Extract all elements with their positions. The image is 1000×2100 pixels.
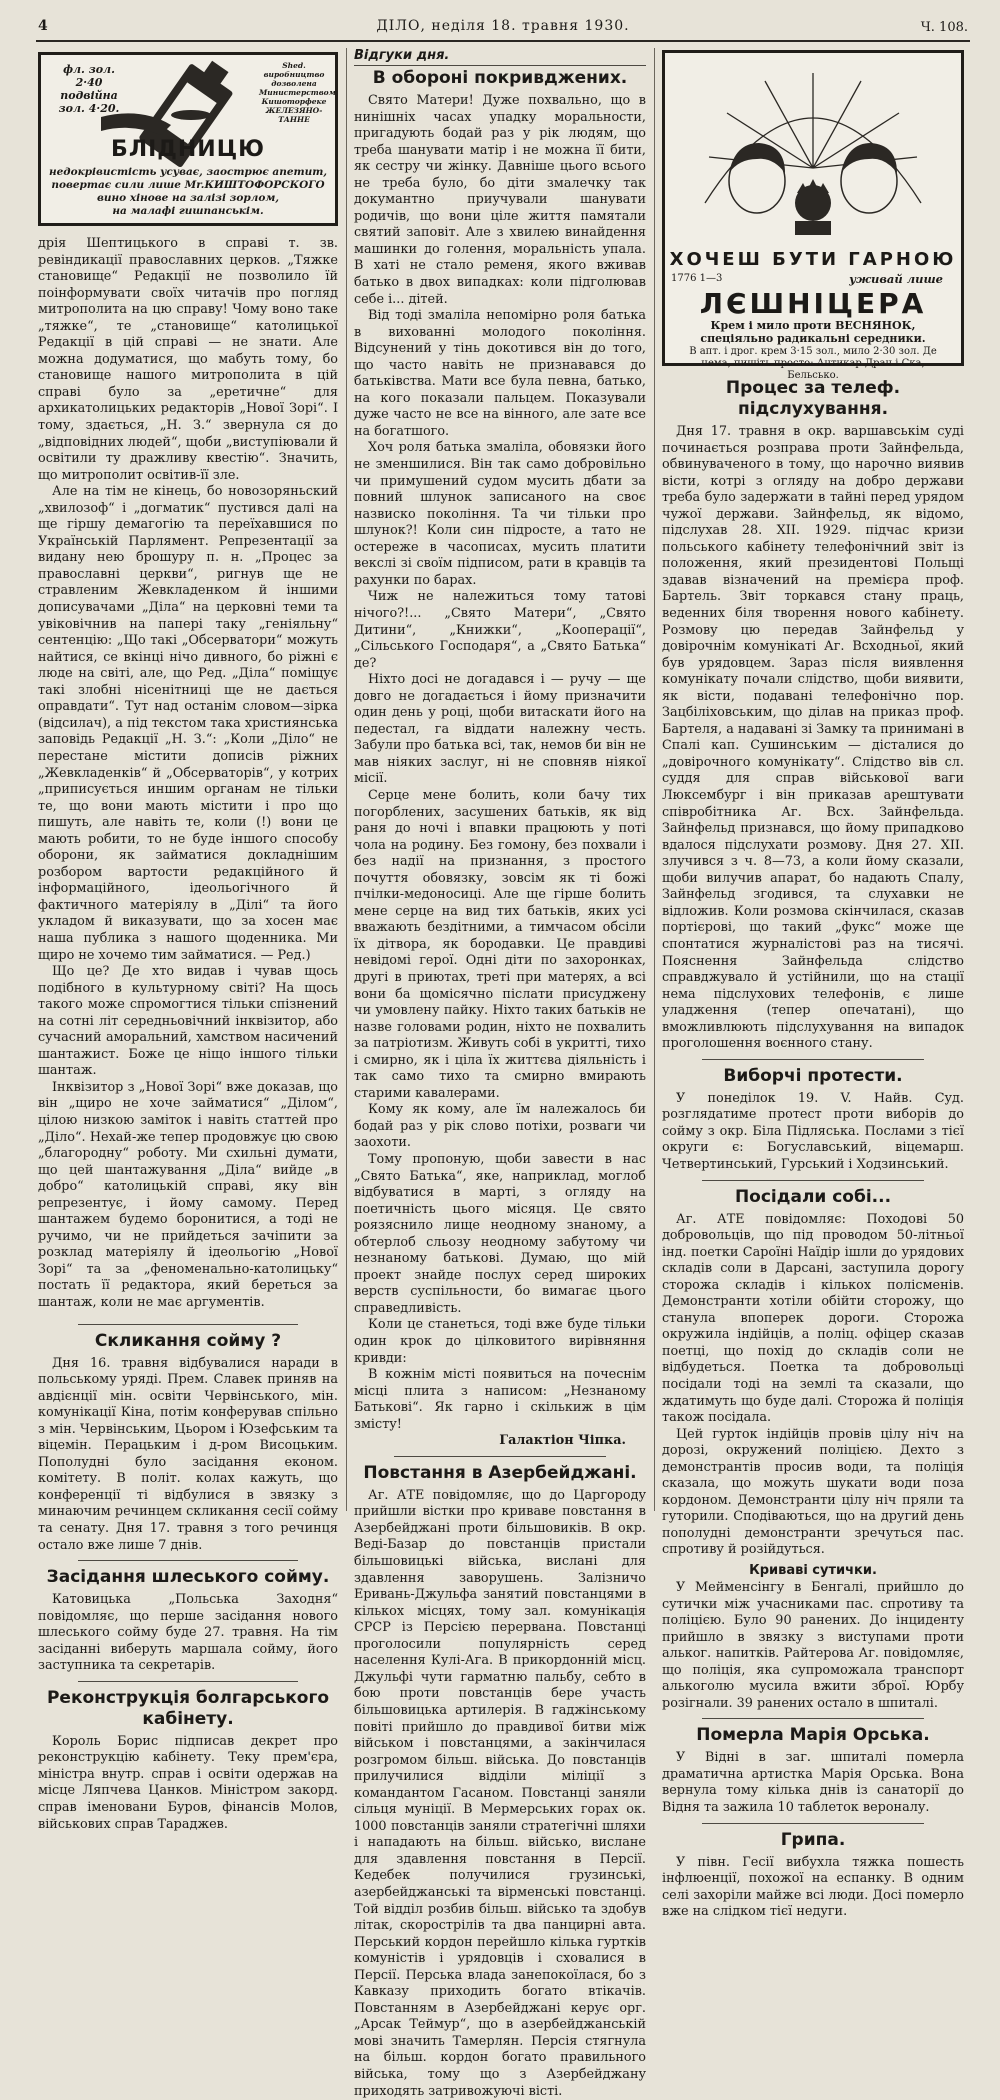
article-paragraph: Дня 16. травня відбувалися наради в польському уряді. Прем. Славек приняв на авдієнції мін. освіти Червінського, мін. комунікації Кіна, потім конферував спільно з мін. Червінським, Цьором і Юзефським та віцемін. Перацьким і д-ром Висоцьким. Пополудні було засідання економ. комітету. В політ. колах кажуть, що конференції ті відбулися в звязку з минаючим речинцем скликання сесії сойму та сенату. Дня 17. травня з того речинця остало вже лише 7 днів. — [38, 1355, 338, 1553]
ad-line-2: повертає сили лише Мr.КИШТОФОРСКОГО — [51, 179, 325, 191]
ad-use-only: уживай лише — [849, 272, 943, 286]
ad-line-4: на малафі гишпанськім. — [112, 205, 264, 217]
article-paragraph: Цей гурток індійців провів цілу ніч на дорозі, окружений поліцією. Дехто з демонстрантів просив води, та поліція сказала, що можуть шукати води поза кордоном. Демонстранти цілу ніч пряли та гуторили. Сподіваються, що на другий день пополудні демонстранти зречуться пас. спротиву й розійдуться. — [662, 1426, 964, 1558]
column-1 — [38, 48, 338, 1832]
article-signature: Галактіон Чіпка. — [499, 1433, 626, 1449]
separator — [702, 1718, 924, 1719]
ad-line-1: недокрівистість усуває, заострює апетит, — [48, 166, 328, 178]
masthead-rule — [36, 40, 970, 42]
article-paragraph: У понеділок 19. V. Найв. Суд. розглядатиме протест проти виборів до сойму з окр. Біла Підляська. Послами з тієї округи є: Богуславський, віцемарш. Четвертинський, Гурський і Ходзинський. — [662, 1090, 964, 1172]
headline-mothers: В обороні покривджених. — [372, 68, 628, 88]
article-paragraph: Чиж не належиться тому татові нічого?!... „Свято Матери“, „Свято Дитини“, „Книжки“, „Кооперації“, „Сільського Господаря“, а „Свято Батька“ де? — [354, 589, 646, 671]
article-paragraph: Аг. АТЕ повідомляє: Походові 50 добровольців, що під проводом 50-літньої інд. поетки Сароїні Наїдір ішли до урядових складів соли в Дарсані, заступила дорогу сторожа складів і кількох полісменів. Демонстранти хотіли обійти сторожу, що станула впоперек дороги. Сторожа окружила індійців, а поліц. офіцер сказав поетці, що похід до складів соли не відбудеться. Поетка та добровольці посідали тоді на землі та сказали, що ждатимуть що буде далі. Сторожа й поліція також посідала. — [662, 1211, 964, 1426]
article-paragraph: Катовицька „Польська Заходня“ повідомляє, що перше засідання нового шлеського сойму буде 27. травня. На тім засіданні виберуть маршала сойму, його заступника та секретарів. — [38, 1592, 338, 1674]
sunburst-faces-illustration — [665, 53, 961, 243]
article-paragraph: Король Борис підписав декрет про реконструкцію кабінету. Теку прем'єра, міністра внутр. справ і освіти одержав на місце Ляпчева Цанков. Міністром закорд. справ іменовани Буров, фінансів Молов, військових справ Тараджев. — [38, 1733, 338, 1832]
article-paragraph: Хоч роля батька змаліла, обовязки його не зменшилися. Він так само добровільно чи примушений судом мусить дбати за повний шлунок записаного на своє назвиско покоління. Та чи тільки про шлунок?! Коли син підросте, а тато не остереже в часописах, мусить платити векслі зі своїм підписом, рати в кравців та рахунки по барах. — [354, 440, 646, 588]
separator — [702, 1059, 924, 1060]
separator — [78, 1560, 298, 1561]
headline-flu: Грипа. — [780, 1829, 846, 1850]
article-paragraph: Серце мене болить, коли бачу тих погорблених, засушених батьків, як від раня до ночі і впавки працюють у поті чола на родину. Без гомону, без похвали і без надії на признання, з простого почуття обовязку, зовсім як ті божі пчілки-медоносиці. Але ще гірше болить мене серце на вид тих батьків, яких усі вважають бездітними, а тимчасом обсіли їх дітвора, як бородавки. Це правдиві невідомі герої. Одні діти по захоронках, другі в приютах, треті при матерях, а всі вони ба щомісячно післати присуджену чи умовлену пайку. Ніхто таких батьків не назве головами родин, ніхто не похвалить за патріотизм. Живуть собі в укритті, тихо і смирно, як і ціла їх життєва діяльність і так само тихо та смирно вмирають старими кавалерами. — [354, 787, 646, 1101]
ad-price: фл. зол. 2·40 подвійна зол. 4·20. — [58, 63, 120, 115]
separator — [394, 1456, 606, 1457]
article-paragraph: Коли це станеться, тоді вже буде тільки один крок до цілковитого вирівняння кривди: — [354, 1317, 646, 1366]
column-3 — [662, 48, 964, 1920]
ad-side-text: Shed. виробництво дозволена Министерством Кишоторфеке ЖЕЛЕЗЯНО-ТАННЕ — [259, 61, 336, 124]
article-paragraph: В кожнім місті появиться на почеснім місці плита з написом: „Незнаному Батькові“. Як гарно і скількиж в цім змісту! — [354, 1367, 646, 1432]
article-paragraph: Аг. АТЕ повідомляє, що до Царгороду прийшли вістки про криваве повстання в Азербейджані проти більшовиків. В окр. Веді-Базар до повстанців пристали більшовицькі війська, вислані для здавлення заворушень. Залізничо Еривань-Джульфа занятий повстанцями в кількох місцях, тому зал. комунікація СРСР із Персією перервана. Повстанці проголосили популярність серед населення Кулі-Ага. В прикордонній місц. Джульфі чути гарматню пальбу, себто в бою проти повстанців бере участь більшовицька артилерія. В гаджінському повіті прийшло до правдивої битви між військом і повстанцями, а закінчилася розгромом більш. війська. До повстанців прилучилися відділи міліції з командантом Гасаном. Повстанці заняли сільця муніції. В Мермерських горах ок. 1000 повстанців заняли стратегічні шляхи і нападають на більш. військо, вислане для здавлення повстання в Персії. Кедебек получилися грузинські, азербейджанські та вірменські повстанці. Той відділ розбив більш. військо та здобув літак, скорострілів та два панцирні авта. Перський кордон перейшло кілька гуртків комуністів і урядовців і сховалися в Персії. Перська влада занепокоїлася, бо з Кавказу приходить богато втікачів. Повстанням в Азербейджані керує орг. „Арсак Теймур“, що в азербейджанській мові значить Тамерлян. Персія стягнула на більш. кордон богато правильного війська, тому що з Азербейджану приходять затривожуючі вісті. — [354, 1487, 646, 2099]
article-paragraph: Кому як кому, але їм належалось би бодай раз у рік слово потіхи, розваги чи заохоти. — [354, 1102, 646, 1151]
article-paragraph: У півн. Гесії вибухла тяжка пошесть інфлюенції, похожої на еспанку. В одним селі захоріли майже всі люди. Досі померло вже на слідком тієї недуги. — [662, 1854, 964, 1920]
headline-sat-down: Посідали собі... — [734, 1186, 892, 1207]
separator — [702, 1823, 924, 1824]
issue-number: Ч. 108. — [920, 20, 968, 35]
page-number: 4 — [38, 18, 48, 34]
headline-bulgaria: Реконструкція болгарського кабінету. — [46, 1687, 330, 1729]
separator — [354, 65, 646, 66]
article-paragraph: У Відні в заг. шпиталі померла драматична артистка Марія Орська. Вона вернула тому кілька днів із санаторії до Відня та зажила 10 таблеток вероналу. — [662, 1750, 964, 1816]
ad-code: 1776 1—3 — [671, 273, 723, 284]
cosmetics-advertisement — [662, 50, 964, 381]
column-divider — [654, 48, 655, 1511]
separator — [702, 1180, 924, 1181]
article-paragraph: дрія Шептицького в справі т. зв. ревіндикації православних церков. „Тяжке становище“ Редакції не позволило їй поінформувати своїх читачів про погляд митрополита на цю справу! Чому воно таке „тяжке“, те „становище“ католицької Редакції в цій справі — не знати. Але можна додуматися, що мабуть тому, бо становище нашого митрополита в цій справі було за „еретичне“ для архикатолицьких редакторів „Нової Зорі“. І тому, здається, „Н. З.“ звернула ся до „відповідних людей“, щоби „виступіювали й освітили ту дражливу квестію“. Значить, що митрополит освітив-її зле. — [38, 236, 338, 483]
ad-line-2: В апт. і дрог. крем 3·15 зол., мило 2·30 зол. Де нема, пишіть просто: Антикар Драч і Ска, Бельсько. — [689, 346, 937, 381]
ad-brand: ЛЄШНІЦЕРА — [699, 287, 927, 320]
subheadline-clashes: Криваві сутички. — [749, 1563, 877, 1578]
column-2 — [354, 48, 646, 2099]
article-paragraph: Тому пропоную, щоби завести в нас „Свято Батька“, яке, наприклад, моглоб відбуватися в марті, з огляду на поетичність цього місяця. Це свято роязяснило лище неодному знаному, а обтерлоб сльозу неодному забутому чи незнаному батькові. Думаю, що мій проект знайде послух серед широких верств суспільности, бо вимагає цього справедливість. — [354, 1152, 646, 1316]
separator — [78, 1681, 298, 1682]
ad-line-3: вино хінове на залізі зорлом, — [97, 192, 279, 204]
section-kicker: Відгуки дня. — [354, 48, 450, 63]
article-paragraph: Але на тім не кінець, бо новозоряньский „хвилозоф“ і „догматик“ пустився далі на ще гіршу демагогію та переїхавшися по Українській Парлямент. Репрезентації за видану нею брошуру п. н. „Процес за православні церкви“, ригнув ще не стравленим Жевкладенком й іншими дописувачами „Діла“ на церковні теми та увіковічнив на папері таку „геніяльну“ сентенцію: „Що такі „Обсерватори“ можуть найтися, се вкінці нічо дивного, бо ріжні є люде на світі, але, що Ред. „Діла“ поміщує такі злобні нісенітниці ще не дається оправдати“. Тут над останім словом—зірка (відсилач), а під текстом така християнська заповідь Редакції „Н. З.“: „Коли „Діло“ не перестане містити дописів ріжних „Жевкладенків“ й „Обсерваторів“, у котрих „приписується иншим органам не тільки те, що вони мають містити і про що пишуть, але навіть те, коли (!) вони це мають робити, то не буде іншого способу оборони, як займатися докладнішим розбором вартости редакційного й інформаційного, ідеольогічного й фактичного матеріялу в „Ділі“ та його укладом й виказувати, що за хосен має наша публика з нашого щоденника. Ми щиро не хочемо тим займатися. — Ред.) — [38, 484, 338, 963]
headline-silesia: Засідання шлеського сойму. — [46, 1567, 330, 1588]
article-paragraph: Від тоді змаліла непомірно роля батька в вихованні молодого покоління. Відсунений у тінь докотився він до того, що часто навіть не признавався до батьківства. Мати все була певна, батько, на кого показали пальцем. Показували дуже часто не все на вінного, але зате все на богатшого. — [354, 308, 646, 439]
tonic-wine-advertisement — [38, 52, 338, 226]
ad-headline: ХОЧЕШ БУТИ ГАРНОЮ — [669, 249, 957, 270]
headline-protests: Виборчі протести. — [723, 1065, 903, 1086]
ad-line-1: Крем і мило проти ВЕСНЯНОК, спеціяльно радикальні середники. — [700, 319, 926, 345]
article-paragraph: Що це? Де хто видав і чував щось подібного в культурному світі? На щось такого може спромогтися тільки спізнений на сотні літ середньовічний інквізитор, або сучасний аморальний, хамством насичений шантажист. Боже це ніщо іншого тільки шантаж. — [38, 964, 338, 1079]
masthead — [38, 18, 968, 40]
masthead-title: ДІЛО, неділя 18. травня 1930. — [376, 18, 630, 34]
headline-orska: Померла Марія Орська. — [696, 1725, 930, 1746]
article-paragraph: Дня 17. травня в окр. варшавськім суді починається розправа проти Зайнфельда, обвинуваченого в тому, що нарочно виявив вісти, котрі з огляду на добро держави треба було задержати в тайні перед урядом чужої держави. Зайнфельд, як відомо, підслухав 28. XII. 1929. підчас кризи польського кабінету телефонічний звіт із положення, який президентові Польщі здавав візначений на премієра проф. Бартель. Звіт торкався стану праць, веденних біля творення нового кабінету. Розмову цю передав Зайнфельд у довірочнім комунікаті Аг. Всходньої, який був урядовцем. Зараз після виявлення комунікату почали слідство, щоби виявити, як вісти, подавані телефонічно пор. Зацбіліховським, що ділав на приказ проф. Бартеля, а надавані зі Замку та принимані в Спалі кап. Сушинським — дісталися до „довірочного комунікату“. Слідство вів сл. суддя для справ військової ваги Люксембург і він приказав арештувати співробітника Аг. Всх. Зайнфельда. Зайнфельд признався, що йому припадково вдалося підслухати розмову. Дня 27. XII. злучився з ч. 8—73, а коли йому сказали, щоби вилучив апарат, бо надають Спалу, Зайнфельд згодився, та слухавки не відложив. Коли розмова скінчилася, сказав портієрові, що такий „фукс“ може ще спонтатися журналістові раз на тисячі. Пояснення Зайнфельда слідство справджувало й устійнили, що на стації нема підслухових телефонів, є лише уладження (тепер опечатані), що вможливлюють підслухування на випадок проголошення воєнного стану. — [662, 424, 964, 1052]
article-paragraph: Інквізитор з „Нової Зорі“ вже доказав, що він „щиро не хоче займатися“ „Ділом“, цілою низкою заміток і навіть статтей про „Діло“. Нехай-же тепер продовжує цю свою „благородну“ роботу. Ми схильні думати, що цей шантажування „Діла“ вийде „в добро“ католицькій справі, яку він репрезентує, і йому самому. Перед шантажем будемо боронитися, а тоді не ручимо, чи не прийдеться зачіпити за розклад матеріялу й ідеольогію „Нової Зорі“ та за „феноменально-католицьку“ постать її редактора, який береться за шантаж, коли не має аргументів. — [38, 1079, 338, 1310]
article-paragraph: Ніхто досі не догадався і — ручу — ще довго не догадається і йому призначити один день у році, щоби витаскати його на педестал, га віддати належну честь. Забули про батька всі, так, немов би він не мав ніяких заслуг, ні не сповняв ніякої місії. — [354, 672, 646, 787]
headline-azerbaijan: Повстання в Азербейджані. — [363, 1462, 637, 1483]
headline-sejm: Скликання сойму ? — [94, 1330, 282, 1351]
article-paragraph: У Мейменсінгу в Бенгалі, прийшло до сутички між учасниками пас. спротиву та поліцією. Було 90 ранених. До інциденту прийшло в звязку з виступами проти альког. напитків. Райтерова Аг. повідомляє, що поліція, яка супроможала транспорт алькоголю мусила вжити зброї. Юрбу розігнали. 39 ранених остало в шпиталі. — [662, 1580, 964, 1711]
headline-phone-trial: Процес за телеф. підслухування. — [725, 378, 901, 419]
separator — [78, 1324, 298, 1325]
ad-headline: БЛІДНИЦЮ — [111, 137, 265, 162]
column-divider — [346, 48, 347, 1511]
article-paragraph: Свято Матери! Дуже похвально, що в нинішніх часах упадку моральности, пригадують бодай раз у рік людям, що треба шанувати матір і не можна її бити, як сестру чи жінку. Давніше цього всього не треба було, бо діти змалечку так докумантно приучували шанувати родичів, що вони ціле життя памятали святий заповіт. Але з хвилею винайдення машинки до голення, моральність упала. В хаті не стало ременя, якого вживав батько в двох випадках: коли підголював себе і... дітей. — [354, 93, 646, 307]
